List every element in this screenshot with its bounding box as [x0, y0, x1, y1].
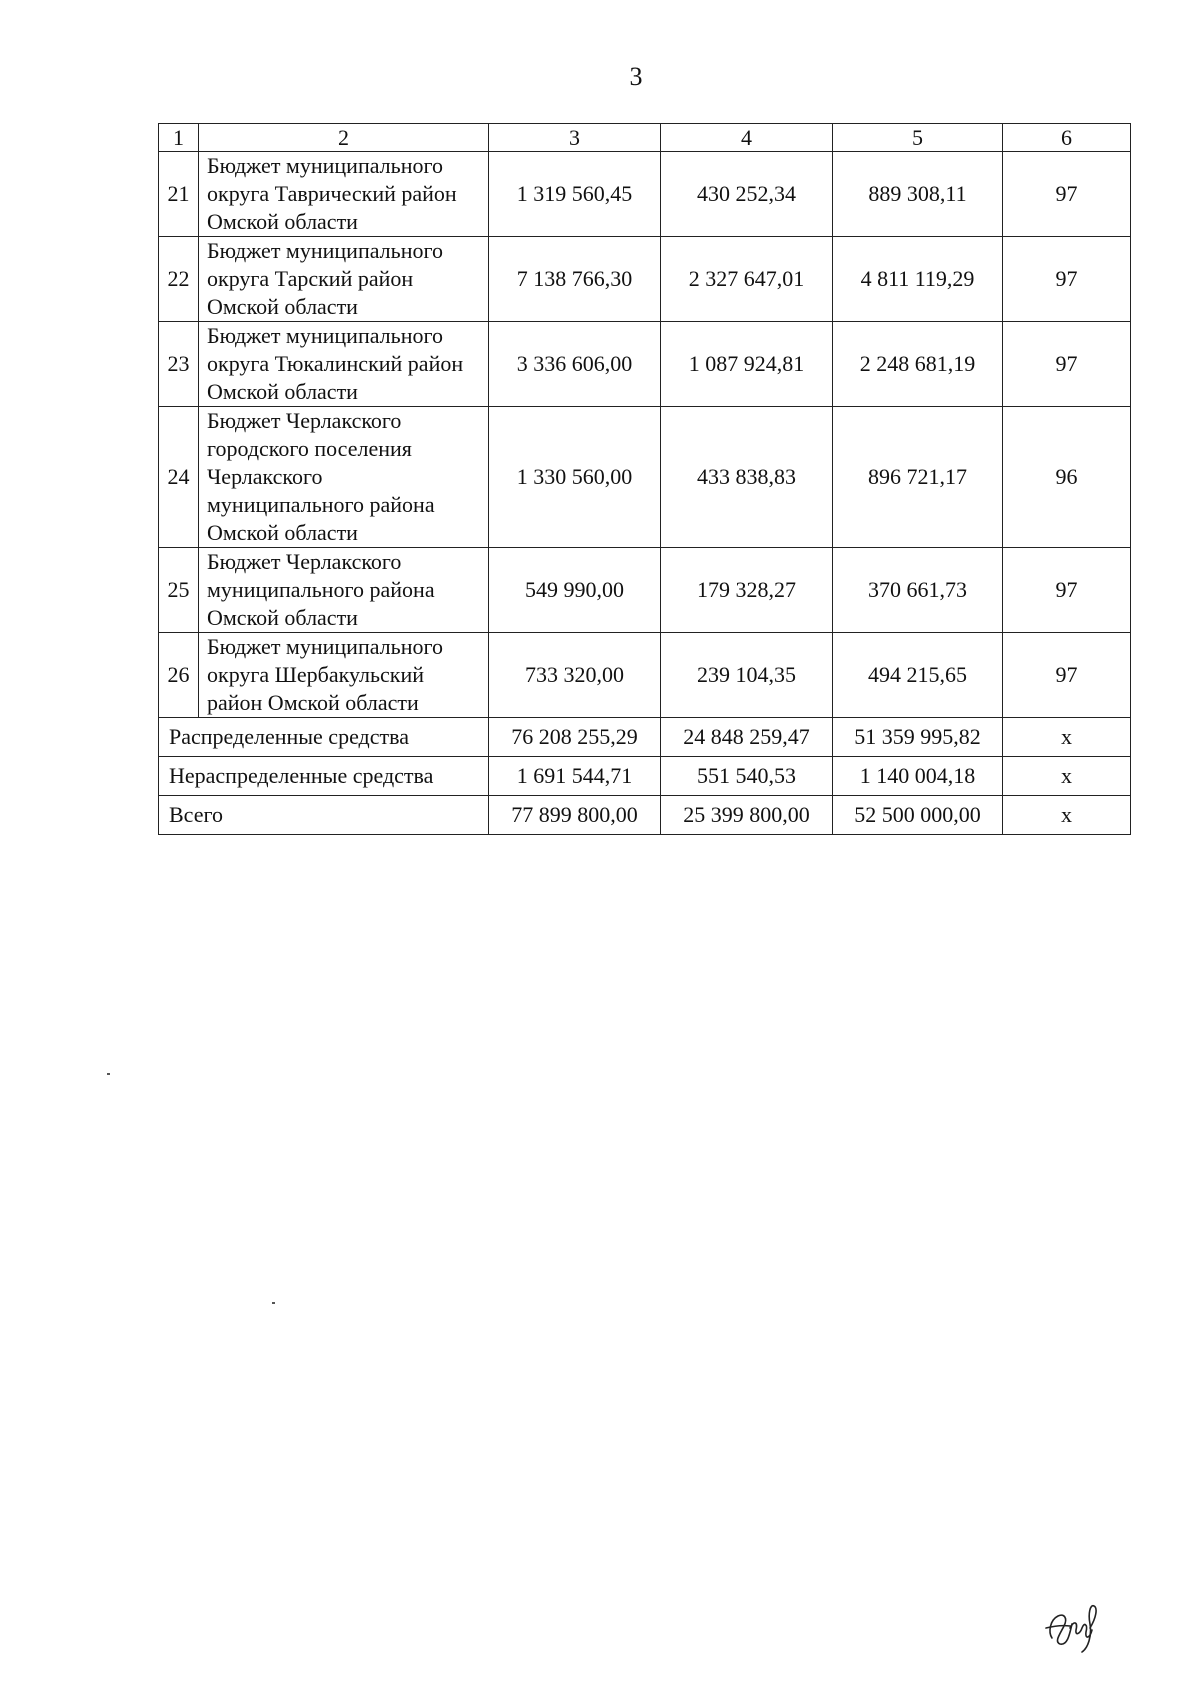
- value-col5: 4 811 119,29: [833, 237, 1003, 322]
- row-number: 26: [159, 633, 199, 718]
- value-col4: 1 087 924,81: [661, 322, 833, 407]
- value-col5: 370 661,73: [833, 548, 1003, 633]
- budget-name: Бюджет Черлакского городского поселения Черлакского муниципального района Омской области: [199, 407, 489, 548]
- value-col6: х: [1003, 718, 1131, 757]
- scan-speck: [272, 1302, 275, 1304]
- table-row: [159, 407, 1131, 548]
- value-col5: 51 359 995,82: [833, 718, 1003, 757]
- value-col4: 433 838,83: [661, 407, 833, 548]
- page-number: 3: [629, 62, 643, 91]
- value-col3: 1 319 560,45: [489, 152, 661, 237]
- value-col3: 1 330 560,00: [489, 407, 661, 548]
- value-col3: 7 138 766,30: [489, 237, 661, 322]
- value-col4: 2 327 647,01: [661, 237, 833, 322]
- value-col6: х: [1003, 757, 1131, 796]
- table-row: [159, 633, 1131, 718]
- value-col6: 96: [1003, 407, 1131, 548]
- row-number: 21: [159, 152, 199, 237]
- value-col5: 889 308,11: [833, 152, 1003, 237]
- value-col5: 494 215,65: [833, 633, 1003, 718]
- summary-label: Нераспределенные средства: [159, 757, 489, 796]
- value-col6: 97: [1003, 548, 1131, 633]
- budget-distribution-table: [158, 123, 1131, 835]
- handwritten-signature-icon: [1040, 1598, 1110, 1658]
- budget-name: Бюджет муниципального округа Таврический район Омской области: [199, 152, 489, 237]
- table-row: [159, 322, 1131, 407]
- value-col5: 1 140 004,18: [833, 757, 1003, 796]
- table-row: [159, 237, 1131, 322]
- value-col4: 551 540,53: [661, 757, 833, 796]
- value-col3: 549 990,00: [489, 548, 661, 633]
- table-header-row: [159, 124, 1131, 152]
- value-col5: 2 248 681,19: [833, 322, 1003, 407]
- column-number-2: 2: [199, 124, 489, 152]
- value-col6: х: [1003, 796, 1131, 835]
- column-number-6: 6: [1003, 124, 1131, 152]
- summary-row-distributed: [159, 718, 1131, 757]
- value-col3: 1 691 544,71: [489, 757, 661, 796]
- value-col3: 733 320,00: [489, 633, 661, 718]
- value-col3: 77 899 800,00: [489, 796, 661, 835]
- value-col4: 430 252,34: [661, 152, 833, 237]
- row-number: 22: [159, 237, 199, 322]
- value-col3: 76 208 255,29: [489, 718, 661, 757]
- value-col6: 97: [1003, 237, 1131, 322]
- summary-label: Распределенные средства: [159, 718, 489, 757]
- budget-name: Бюджет муниципального округа Тарский район Омской области: [199, 237, 489, 322]
- budget-name: Бюджет муниципального округа Шербакульский район Омской области: [199, 633, 489, 718]
- value-col6: 97: [1003, 322, 1131, 407]
- column-number-5: 5: [833, 124, 1003, 152]
- column-number-1: 1: [159, 124, 199, 152]
- value-col5: 52 500 000,00: [833, 796, 1003, 835]
- summary-row-total: [159, 796, 1131, 835]
- column-number-4: 4: [661, 124, 833, 152]
- budget-name: Бюджет муниципального округа Тюкалинский район Омской области: [199, 322, 489, 407]
- scan-speck: [107, 1073, 110, 1075]
- value-col3: 3 336 606,00: [489, 322, 661, 407]
- column-number-3: 3: [489, 124, 661, 152]
- value-col6: 97: [1003, 633, 1131, 718]
- row-number: 23: [159, 322, 199, 407]
- summary-row-undistributed: [159, 757, 1131, 796]
- value-col6: 97: [1003, 152, 1131, 237]
- row-number: 24: [159, 407, 199, 548]
- value-col4: 179 328,27: [661, 548, 833, 633]
- budget-name: Бюджет Черлакского муниципального района Омской области: [199, 548, 489, 633]
- value-col4: 239 104,35: [661, 633, 833, 718]
- value-col4: 25 399 800,00: [661, 796, 833, 835]
- value-col5: 896 721,17: [833, 407, 1003, 548]
- row-number: 25: [159, 548, 199, 633]
- value-col4: 24 848 259,47: [661, 718, 833, 757]
- summary-label: Всего: [159, 796, 489, 835]
- table-row: [159, 152, 1131, 237]
- table-row: [159, 548, 1131, 633]
